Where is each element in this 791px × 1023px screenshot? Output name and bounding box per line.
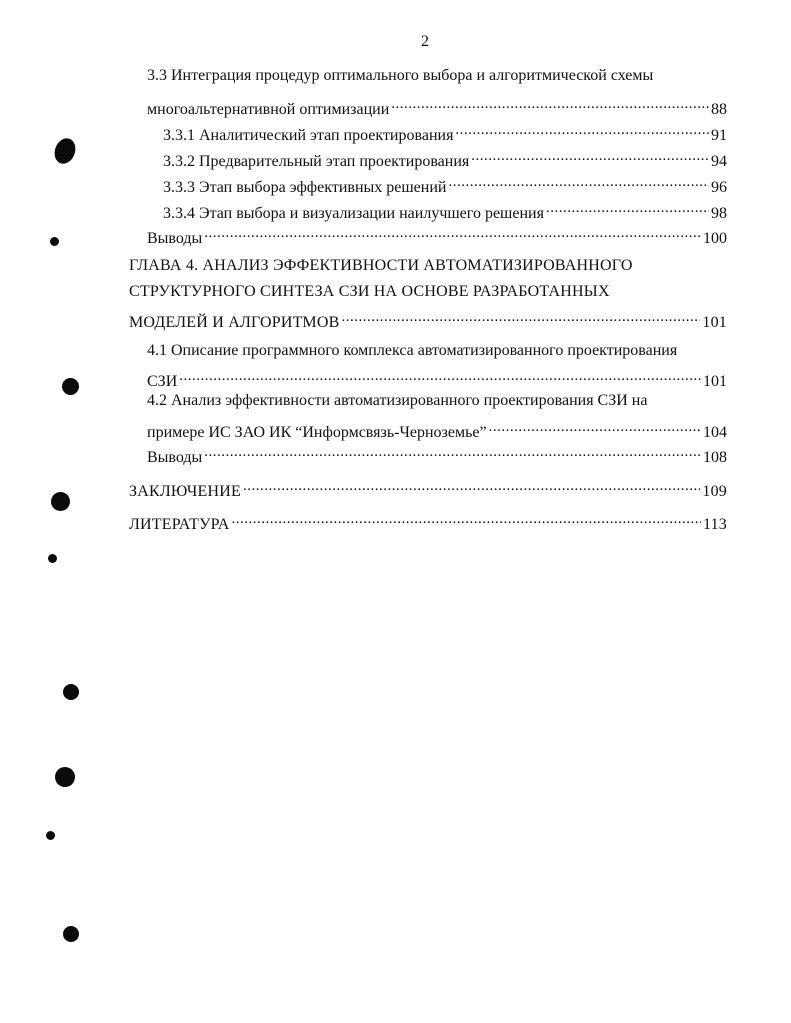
toc-entry-page: 100 <box>703 230 727 247</box>
toc-entry-title: 3.3.2 Предварительный этап проектирования <box>163 153 470 170</box>
toc-entry-4-2[interactable] <box>147 417 727 443</box>
dot-leader <box>231 509 701 529</box>
dot-leader <box>448 172 709 192</box>
toc-entry-title: 3.3.1 Аналитический этап проектирования <box>163 127 454 144</box>
punch-hole-mark <box>46 831 55 840</box>
toc-entry-page: 96 <box>711 179 727 196</box>
toc-entry-title: 4.1 Описание программного комплекса автоматизированного проектирования <box>147 342 678 359</box>
toc-entry-title: Выводы <box>147 449 203 466</box>
toc-entry-page: 109 <box>702 483 727 500</box>
toc-entry-title: 3.3.4 Этап выбора и визуализации наилучшего решения <box>163 205 544 222</box>
punch-hole-mark <box>50 237 59 246</box>
toc-entry-title: 3.3 Интеграция процедур оптимального выбора и алгоритмической схемы <box>147 67 654 84</box>
toc-entry-page: 98 <box>711 205 727 222</box>
toc-entry-3-3-2[interactable] <box>163 146 727 172</box>
toc-chapter-4-line2 <box>129 282 727 302</box>
toc-entry-3-3-1[interactable] <box>163 120 727 146</box>
toc-entry-title: СЗИ <box>147 373 178 390</box>
dot-leader <box>471 146 709 166</box>
dot-leader <box>546 198 709 218</box>
toc-entry-conclusions-ch4[interactable] <box>147 442 727 468</box>
punch-hole-mark <box>63 926 79 942</box>
toc-entry-title: ЛИТЕРАТУРА <box>129 516 230 533</box>
toc-entry-page: 113 <box>702 516 727 533</box>
toc-chapter-4-line1 <box>129 256 727 276</box>
dot-leader <box>204 223 701 243</box>
toc-entry-page: 101 <box>702 314 727 331</box>
toc-entry-title: примере ИС ЗАО ИК “Информсвязь-Черноземье” <box>147 424 487 441</box>
toc-entry-page: 94 <box>711 153 727 170</box>
toc-entry-4-2-line1 <box>147 391 727 411</box>
dot-leader <box>455 120 709 140</box>
toc-entry-page: 104 <box>703 424 727 441</box>
toc-entry-conclusions-ch3[interactable] <box>147 223 727 249</box>
dot-leader <box>179 366 701 386</box>
toc-entry-4-1[interactable] <box>147 366 727 392</box>
toc-entry-3-3-4[interactable] <box>163 198 727 224</box>
toc-entry-4-1-line1 <box>147 341 727 361</box>
toc-entry-page: 108 <box>703 449 727 466</box>
toc-entry-title: МОДЕЛЕЙ И АЛГОРИТМОВ <box>129 314 340 331</box>
toc-entry-title: многоальтернативной оптимизации <box>147 101 390 118</box>
toc-entry-page: 88 <box>711 101 727 118</box>
toc-entry-3-3[interactable] <box>147 94 727 120</box>
dot-leader <box>489 417 701 437</box>
toc-entry-title: ЗАКЛЮЧЕНИЕ <box>129 483 241 500</box>
punch-hole-mark <box>51 492 70 511</box>
dot-leader <box>204 442 701 462</box>
punch-hole-mark <box>55 767 75 787</box>
toc-entry-page: 91 <box>711 127 727 144</box>
punch-hole-mark <box>62 378 79 395</box>
toc-entry-literature[interactable] <box>129 509 727 535</box>
page-number: 2 <box>421 33 429 50</box>
toc-entry-page: 101 <box>703 373 727 390</box>
toc-entry-title: СТРУКТУРНОГО СИНТЕЗА СЗИ НА ОСНОВЕ РАЗРАБОТАННЫХ <box>129 283 610 300</box>
toc-entry-title: 4.2 Анализ эффективности автоматизированного проектирования СЗИ на <box>147 392 648 409</box>
dot-leader <box>341 307 700 327</box>
punch-hole-mark <box>48 554 57 563</box>
toc-entry-title: 3.3.3 Этап выбора эффективных решений <box>163 179 447 196</box>
toc-entry-title: ГЛАВА 4. АНАЛИЗ ЭФФЕКТИВНОСТИ АВТОМАТИЗИРОВАННОГО <box>129 257 633 274</box>
dot-leader <box>243 476 700 496</box>
toc-entry-3-3-line1 <box>147 66 727 86</box>
toc-chapter-4[interactable] <box>129 307 727 333</box>
toc-entry-3-3-3[interactable] <box>163 172 727 198</box>
dot-leader <box>391 94 709 114</box>
toc-entry-title: Выводы <box>147 230 203 247</box>
punch-hole-mark <box>63 684 79 700</box>
toc-entry-conclusion[interactable] <box>129 476 727 502</box>
